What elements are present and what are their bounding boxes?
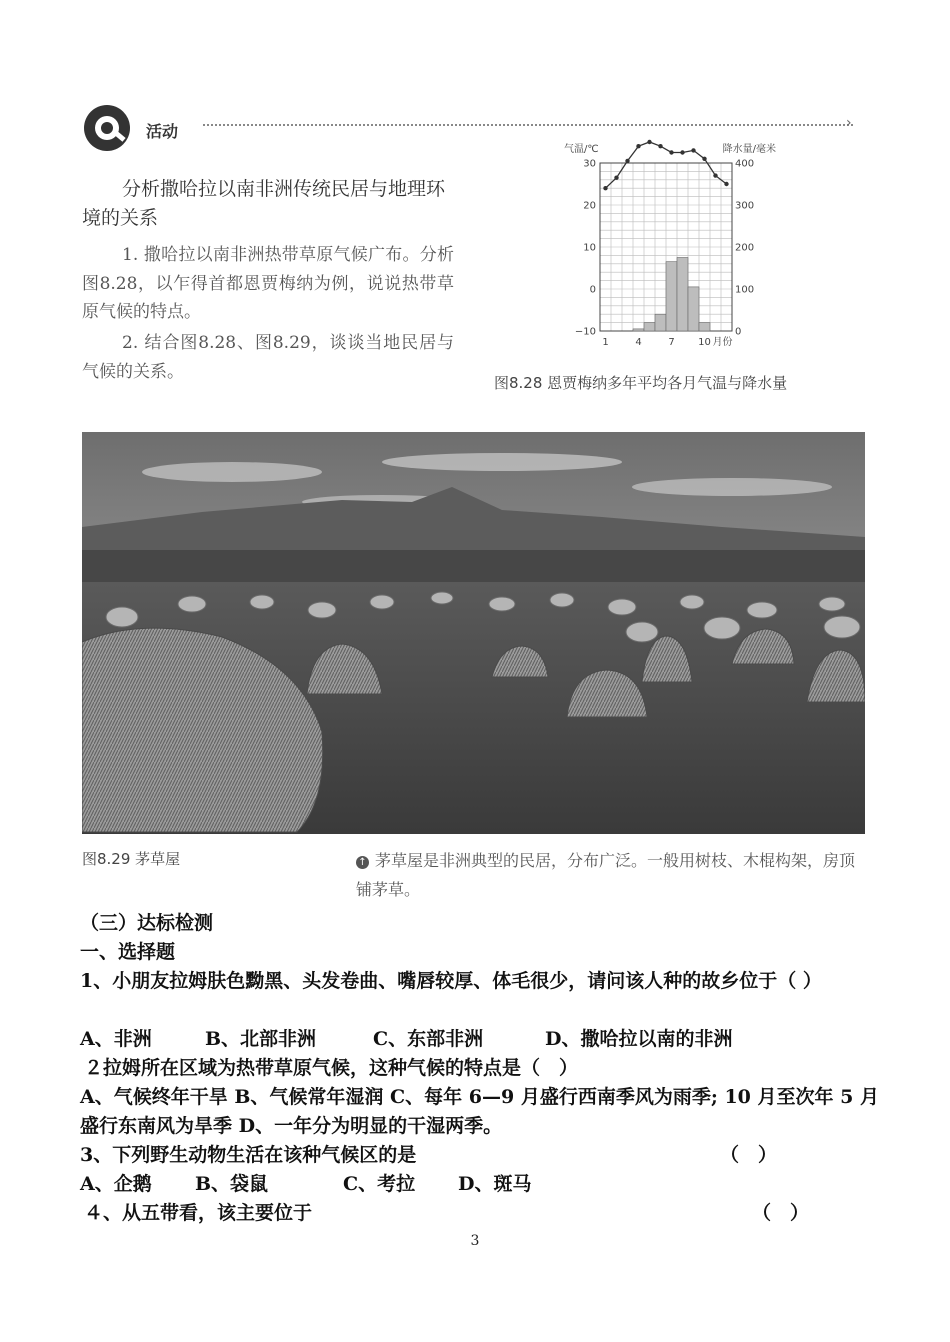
option-b: B、北部非洲 <box>205 1028 317 1050</box>
option-d: D、斑马 <box>458 1173 532 1195</box>
y-right-tick-label: 400 <box>735 158 755 170</box>
precipitation-bar <box>633 329 644 331</box>
question-2-options: A、气候终年干旱 B、气候常年湿润 C、每年 6—9 月盛行西南季风为雨季; 10 月至次年 5 月盛行东南风为旱季 D、一年分为明显的干湿两季。 <box>80 1086 879 1137</box>
temperature-point <box>625 159 629 163</box>
y-right-tick-label: 200 <box>735 242 755 254</box>
temperature-point <box>603 186 607 190</box>
y-left-tick-label: 30 <box>583 158 596 170</box>
activity-logo-icon <box>82 103 132 153</box>
question-1: 1、小朋友拉姆肤色黝黑、头发卷曲、嘴唇较厚、体毛很少，请问该人种的故乡位于（ ） <box>80 970 822 992</box>
temperature-point <box>647 140 651 144</box>
precipitation-bar <box>677 258 688 332</box>
precipitation-bar <box>699 323 710 331</box>
y-right-axis-label: 降水量/毫米 <box>722 144 776 155</box>
note-arrow-icon: ↑ <box>356 856 369 869</box>
temperature-point <box>702 157 706 161</box>
x-tick-label: 1 <box>602 337 609 348</box>
y-right-tick-label: 100 <box>735 284 755 296</box>
y-left-tick-label: −10 <box>574 326 596 338</box>
y-left-tick-label: 20 <box>583 200 596 212</box>
hut-village-photo <box>82 432 865 834</box>
x-axis-unit: 月份 <box>712 337 733 348</box>
temperature-point <box>669 150 673 154</box>
y-right-tick-label: 300 <box>735 200 755 212</box>
arrow-right-icon: › <box>846 115 852 131</box>
photo-note <box>356 846 868 904</box>
activity-question-2: 2. 结合图8.28、图8.29，谈谈当地民居与气候的关系。 <box>82 333 454 382</box>
x-tick-label: 7 <box>668 337 675 348</box>
chart-caption: 图8.28 恩贾梅纳多年平均各月气温与降水量 <box>494 374 788 392</box>
precipitation-bar <box>644 323 655 331</box>
activity-question-1: 1. 撒哈拉以南非洲热带草原气候广布。分析图8.28，以乍得首都恩贾梅纳为例，说说热带草原气候的特点。 <box>82 245 454 322</box>
y-right-tick-label: 0 <box>735 326 742 338</box>
precipitation-bar <box>655 314 666 331</box>
x-tick-label: 10 <box>698 337 711 348</box>
activity-heading: 分析撒哈拉以南非洲传统民居与地理环境的关系 <box>82 178 446 229</box>
question-3-options <box>80 1170 880 1199</box>
climate-chart <box>560 138 780 358</box>
temperature-point <box>636 144 640 148</box>
temperature-point <box>658 144 662 148</box>
temperature-point <box>724 182 728 186</box>
option-d: D、撒哈拉以南的非洲 <box>545 1028 733 1050</box>
question-1-options <box>80 1025 880 1054</box>
option-b: B、袋鼠 <box>195 1173 269 1195</box>
quiz-section-title: （三）达标检测 <box>80 912 214 934</box>
question-3-blank: （ ） <box>720 1144 778 1166</box>
quiz-part-title: 一、选择题 <box>80 941 176 963</box>
option-c: C、东部非洲 <box>373 1028 484 1050</box>
precipitation-bars <box>633 258 710 332</box>
option-c: C、考拉 <box>343 1173 416 1195</box>
activity-divider <box>203 124 853 126</box>
precipitation-bar <box>666 262 677 331</box>
y-left-axis-label: 气温/℃ <box>564 144 599 155</box>
x-tick-label: 4 <box>635 337 642 348</box>
activity-title: 活动 <box>146 122 179 141</box>
page-number: 3 <box>470 1233 480 1249</box>
question-3: 3、下列野生动物生活在该种气候区的是 <box>80 1144 417 1166</box>
temperature-point <box>680 150 684 154</box>
temperature-point <box>713 173 717 177</box>
question-4-blank: （ ） <box>752 1202 810 1224</box>
option-a: A、企鹅 <box>80 1173 152 1195</box>
question-4: ４、从五带看，该主要位于 <box>84 1202 313 1224</box>
temperature-point <box>614 176 618 180</box>
temperature-point <box>691 148 695 152</box>
y-left-tick-label: 0 <box>589 284 596 296</box>
precipitation-bar <box>688 287 699 331</box>
option-a: A、非洲 <box>80 1028 152 1050</box>
photo-note-text: 茅草屋是非洲典型的民居，分布广泛。一般用树枝、木棍构架，房顶铺茅草。 <box>356 851 856 899</box>
question-2: ２拉姆所在区域为热带草原气候，这种气候的特点是（ ） <box>84 1057 579 1079</box>
photo-caption: 图8.29 茅草屋 <box>82 850 181 868</box>
y-left-tick-label: 10 <box>583 242 596 254</box>
